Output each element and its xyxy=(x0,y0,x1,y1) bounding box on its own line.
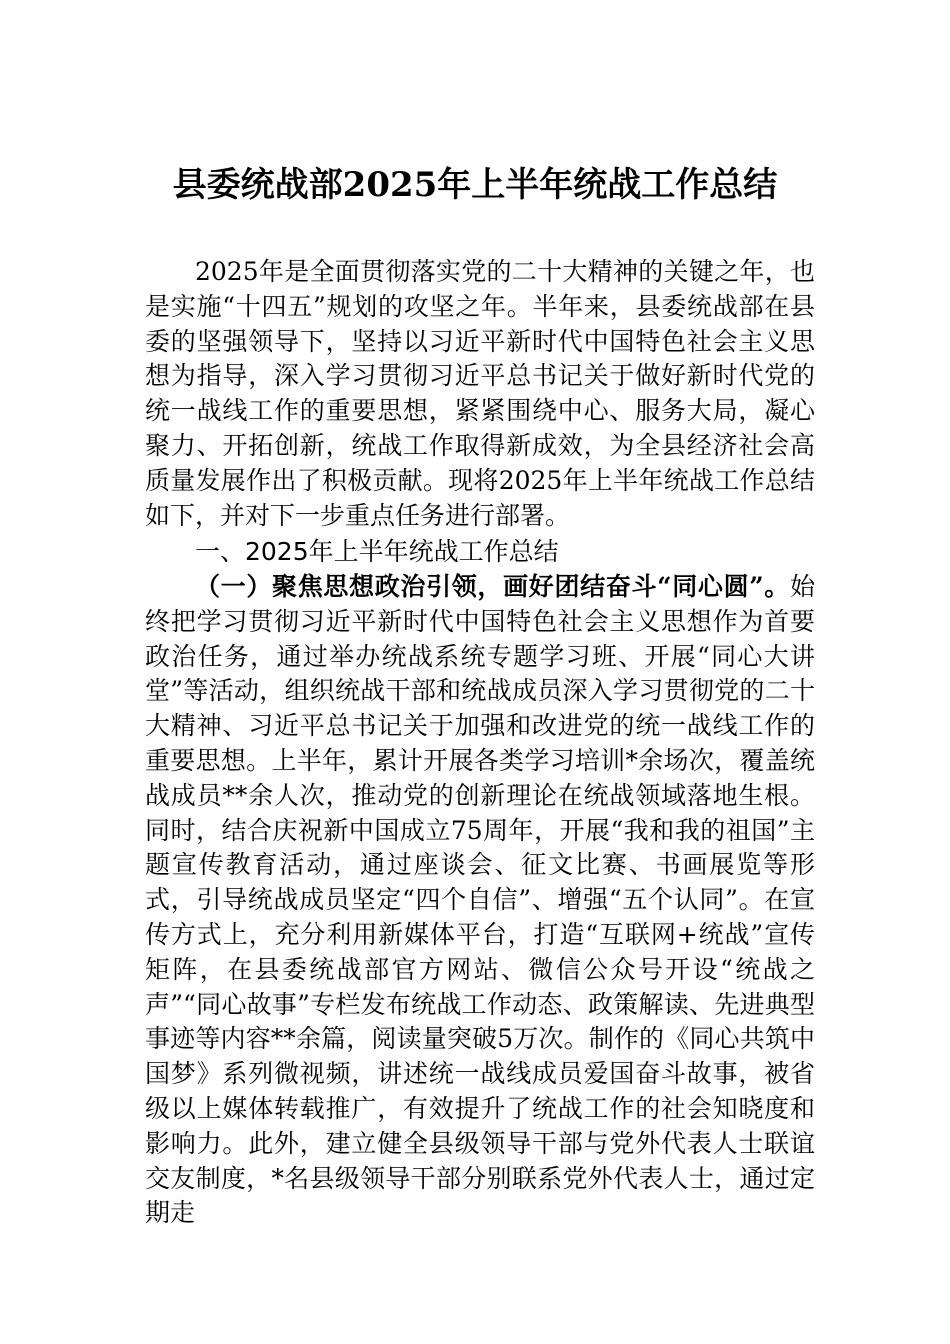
subsection-paragraph xyxy=(145,570,815,1231)
subsection-body: 始终把学习贯彻习近平新时代中国特色社会主义思想作为首要政治任务，通过举办统战系统专题学习班、开展“同心大讲堂”等活动，组织统战干部和统战成员深入学习贯彻党的二十大精神、习近平总书记关于加强和改进党的统一战线工作的重要思想。上半年，累计开展各类学习培训*余场次，覆盖统战成员**余人次，推动党的创新理论在统战领域落地生根。同时，结合庆祝新中国成立75周年，开展“我和我的祖国”主题宣传教育活动，通过座谈会、征文比赛、书画展览等形式，引导统战成员坚定“四个自信”、增强“五个认同”。在宣传方式上，充分利用新媒体平台，打造“互联网+统战”宣传矩阵，在县委统战部官方网站、微信公众号开设“统战之声”“同心故事”专栏发布统战工作动态、政策解读、先进典型事迹等内容**余篇，阅读量突破5万次。制作的《同心共筑中国梦》系列微视频，讲述统一战线成员爱国奋斗故事，被省级以上媒体转载推广，有效提升了统战工作的社会知晓度和影响力。此外，建立健全县级领导干部与党外代表人士联谊交友制度，*名县级领导干部分别联系党外代表人士，通过定期走 xyxy=(145,572,815,1228)
document-title: 县委统战部2025年上半年统战工作总结 xyxy=(172,165,778,205)
section-heading: 一、2025年上半年统战工作总结 xyxy=(195,537,559,566)
subsection-heading: （一）聚焦思想政治引领，画好团结奋斗“同心圆”。 xyxy=(195,572,790,601)
intro-paragraph: 2025年是全面贯彻落实党的二十大精神的关键之年，也是实施“十四五”规划的攻坚之年。半年来，县委统战部在县委的坚强领导下，坚持以习近平新时代中国特色社会主义思想为指导，深入学习贯彻习近平总书记关于做好新时代党的统一战线工作的重要思想，紧紧围绕中心、服务大局，凝心聚力、开拓创新，统战工作取得新成效，为全县经济社会高质量发展作出了积极贡献。现将2025年上半年统战工作总结如下，并对下一步重点任务进行部署。 xyxy=(145,257,815,530)
